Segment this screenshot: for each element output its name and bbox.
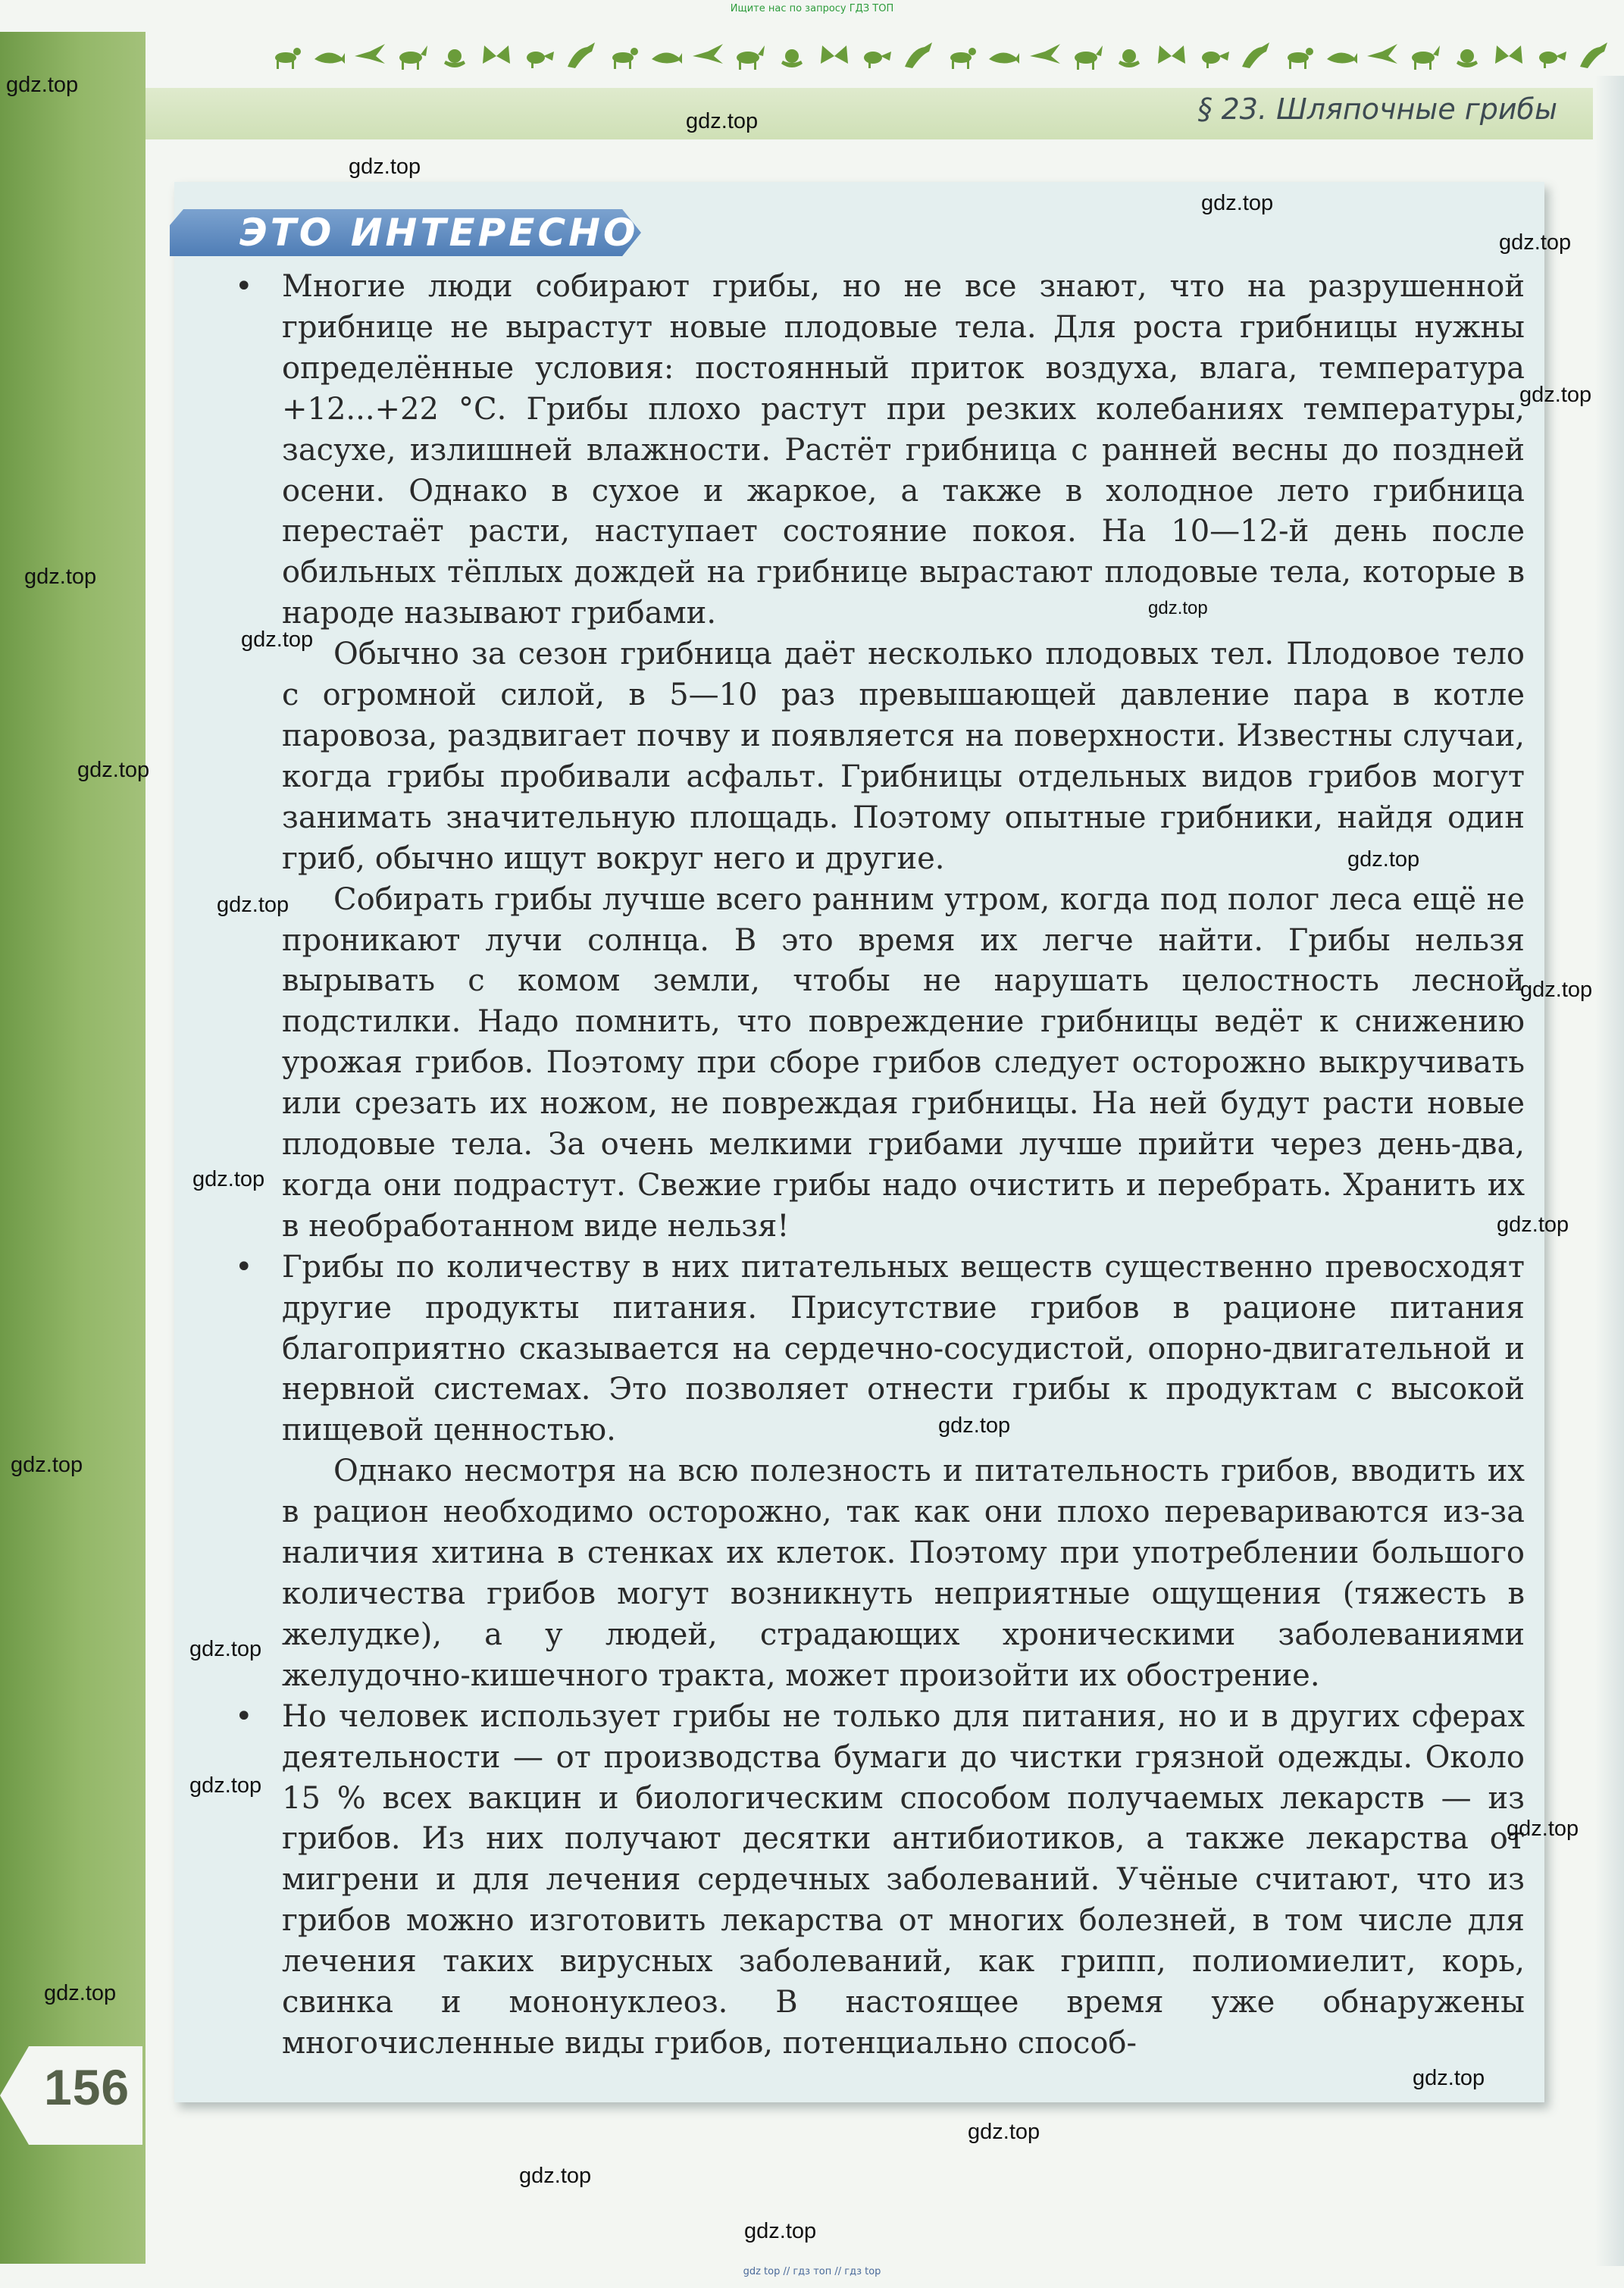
- paragraph-text: Собирать грибы лучше всего ранним утром, когда под полог леса ещё не проникают лучи солнца. В это время их легче найти. Грибы нельзя вырывать с комом земли, чтобы не нарушать целостность лесной подстилки. Надо помнить, что повреждение грибницы ведёт к снижению урожая грибов. Поэтому при сборе грибов следует осторожно выкручивать или срезать их ножом, не повреждая грибницы. На ней будут расти новые плодовые тела. За очень мелкими грибами лучше прийти через день-два, когда они подрастут. Свежие грибы надо очистить и перебрать. Хранить их в необработанном виде нельзя!: [282, 881, 1525, 1244]
- watermark: gdz.top: [24, 565, 97, 589]
- paragraph: [235, 267, 1525, 634]
- animal-silhouette-icon: [1281, 41, 1315, 71]
- watermark: gdz.top: [519, 2164, 592, 2188]
- paragraph-text: Грибы по количеству в них питательных веществ существенно превосходят другие продукты питания. Присутствие грибов в рационе питания благоприятно сказывается на сердечно-сосудистой, опорно-двигательной и нервной системах. Это позволяет отнести грибы к продуктам с высокой пищевой ценностью.: [282, 1249, 1525, 1448]
- paragraph-text: Многие люди собирают грибы, но не все знают, что на разрушенной грибнице не вырастут новые плодовые тела. Для роста грибницы нужны определённые условия: постоянный приток воздуха, влага, температура +12...+22 °С. Грибы плохо растут при резких колебаниях температуры, засухе, излишней влажности. Растёт грибница с ранней весны до поздней осени. Однако в сухое и жаркое, а также в холодное лето грибница перестаёт расти, наступает состояние покоя. На 10—12-й день после обильных тёплых дождей на грибнице вырастают плодовые тела, которые в народе называют грибами.: [282, 269, 1525, 631]
- animal-silhouette-icon: [733, 41, 766, 71]
- animal-silhouette-icon: [311, 41, 345, 71]
- animal-silhouette-icon: [1408, 41, 1441, 71]
- watermark: gdz.top: [1499, 230, 1572, 255]
- paragraph: [282, 880, 1525, 1247]
- bullet-icon: •: [235, 1249, 253, 1285]
- section-title: § 23. Шляпочные грибы: [1197, 92, 1557, 126]
- animal-silhouette-icon: [902, 41, 935, 71]
- banner-title: ЭТО ИНТЕРЕСНО: [239, 211, 639, 255]
- animal-silhouette-icon: [1492, 41, 1525, 71]
- animal-silhouette-icon: [1324, 41, 1357, 71]
- watermark: gdz.top: [349, 155, 421, 179]
- watermark: gdz.top: [241, 628, 314, 652]
- paragraph-text: Но человек использует грибы не только для питания, но и в других сферах деятельности — от производства бумаги до чистки грязной одежды. Около 15 % всех вакцин и биологическим способом получаемых лекарств — из грибов. Из них получают десятки антибиотиков, а также лекарства от мигрени и для лечения сердечных заболеваний. Учёные считают, что из грибов можно изготовить лекарства от многих болезней, в том числе для лечения таких вирусных заболеваний, как грипп, полиомиелит, корь, свинка и мононуклеоз. В настоящее время уже обнаружены многочисленные виды грибов, потенциально способ-: [282, 1698, 1525, 2061]
- animal-silhouette-icon: [1155, 41, 1188, 71]
- watermark: gdz.top: [744, 2219, 817, 2243]
- animal-silhouette-icon: [480, 41, 513, 71]
- animal-silhouette-icon: [986, 41, 1019, 71]
- animal-silhouette-icon: [818, 41, 851, 71]
- bottom-note: gdz top // гдз топ // гдз top: [743, 2266, 881, 2277]
- paragraph: [235, 1247, 1525, 1452]
- watermark: gdz.top: [1507, 1817, 1579, 1841]
- watermark: gdz.top: [217, 893, 289, 917]
- page-edge-shadow: [1595, 76, 1624, 2266]
- left-margin-strip: [0, 32, 146, 2264]
- animal-silhouette-icon: [1535, 41, 1568, 71]
- animal-silhouette-icon: [269, 41, 302, 71]
- watermark: gdz.top: [686, 109, 759, 133]
- animal-silhouette-icon: [606, 41, 640, 71]
- paragraph: [282, 1451, 1525, 1696]
- animal-silhouette-icon: [1239, 41, 1272, 71]
- watermark: gdz.top: [1413, 2066, 1485, 2090]
- animal-silhouette-icon: [565, 41, 598, 71]
- animal-silhouette-icon: [1071, 41, 1104, 71]
- watermark: gdz.top: [1520, 978, 1593, 1002]
- animal-silhouette-icon: [691, 41, 724, 71]
- animal-silhouette-icon: [1577, 41, 1610, 71]
- animal-silhouette-icon: [649, 41, 682, 71]
- top-search-note: Ищите нас по запросу ГДЗ ТОП: [730, 3, 894, 14]
- page-number: 156: [44, 2059, 130, 2115]
- watermark: gdz.top: [1148, 598, 1208, 618]
- paragraph-text: Однако несмотря на всю полезность и питательность грибов, вводить их в рацион необходимо осторожно, так как они плохо перевариваются из-за наличия хитина в стенках их клеток. Поэтому при употреблении большого количества грибов могут возникнуть неприятные ощущения (тяжесть в желудке), а у людей, страдающих хроническими заболеваниями желудочно-кишечного тракта, может произойти их обострение.: [282, 1454, 1525, 1693]
- animal-silhouette-border: [269, 35, 1610, 77]
- animal-silhouette-icon: [438, 41, 471, 71]
- animal-silhouette-icon: [775, 41, 809, 71]
- paragraph: [235, 1697, 1525, 2064]
- watermark: gdz.top: [11, 1453, 83, 1477]
- watermark: gdz.top: [968, 2120, 1040, 2144]
- bullet-icon: •: [235, 1698, 253, 1734]
- watermark: gdz.top: [1497, 1213, 1569, 1237]
- watermark: gdz.top: [938, 1413, 1011, 1438]
- animal-silhouette-icon: [353, 41, 386, 71]
- watermark: gdz.top: [77, 758, 150, 782]
- animal-silhouette-icon: [859, 41, 893, 71]
- animal-silhouette-icon: [1450, 41, 1484, 71]
- animal-silhouette-icon: [396, 41, 429, 71]
- animal-silhouette-icon: [1028, 41, 1062, 71]
- watermark: gdz.top: [6, 73, 79, 97]
- watermark: gdz.top: [44, 1981, 117, 2005]
- watermark: gdz.top: [192, 1167, 265, 1191]
- paragraph: [282, 634, 1525, 879]
- animal-silhouette-icon: [944, 41, 978, 71]
- bullet-icon: •: [235, 269, 253, 304]
- watermark: gdz.top: [1519, 383, 1592, 407]
- watermark: gdz.top: [189, 1637, 262, 1661]
- animal-silhouette-icon: [1197, 41, 1231, 71]
- paragraph-text: Обычно за сезон грибница даёт несколько плодовых тел. Плодовое тело с огромной силой, в 5—10 раз превышающей давление пара в котле паровоза, раздвигает почву и появляется на поверхности. Известны случаи, когда грибы пробивали асфальт. Грибницы отдельных видов грибов могут занимать значительную площадь. Поэтому опытные грибники, найдя один гриб, обычно ищут вокруг него и другие.: [282, 637, 1525, 876]
- animal-silhouette-icon: [1366, 41, 1399, 71]
- animal-silhouette-icon: [1112, 41, 1146, 71]
- watermark: gdz.top: [189, 1773, 262, 1798]
- watermark: gdz.top: [1201, 191, 1274, 215]
- watermark: gdz.top: [1347, 847, 1420, 872]
- animal-silhouette-icon: [522, 41, 555, 71]
